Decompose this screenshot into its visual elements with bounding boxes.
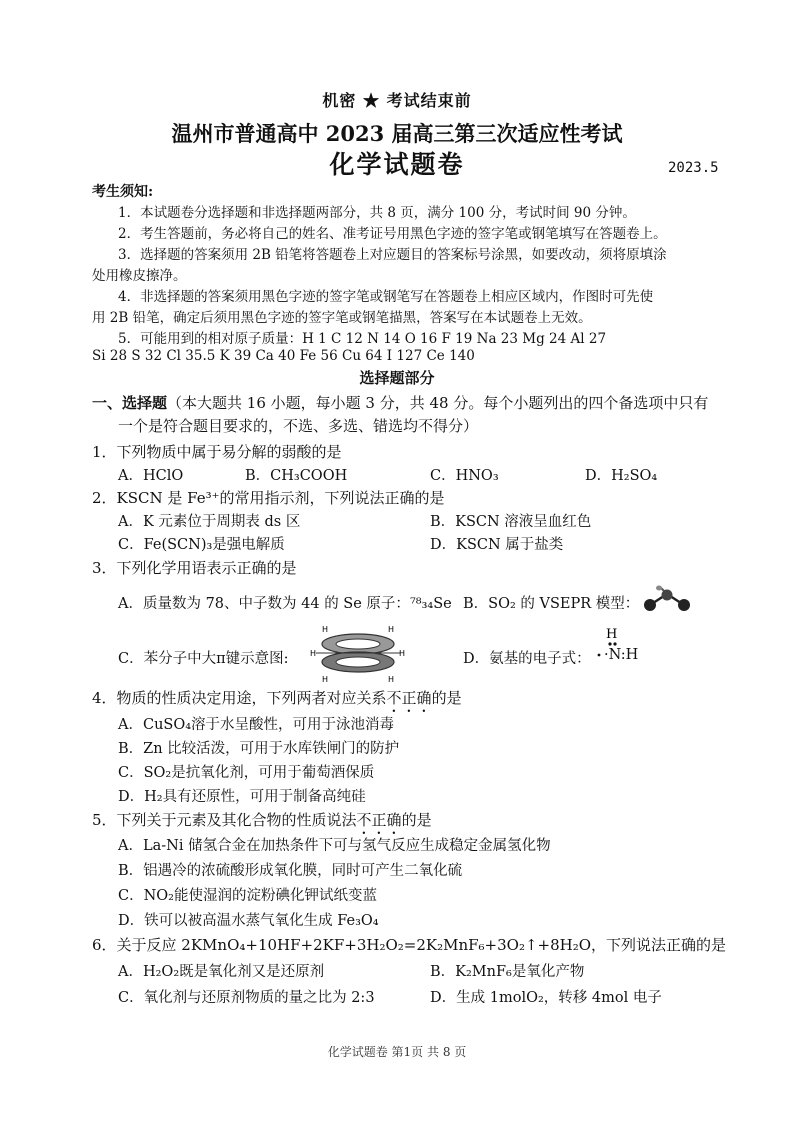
page-footer: 化学试题卷 第1页 共 8 页 (327, 1045, 467, 1059)
q5-option-c: C．NO₂能使湿润的淀粉碘化钾试纸变蓝 (118, 888, 377, 904)
q6-option-c: C．氧化剂与还原剂物质的量之比为 2:3 (118, 990, 375, 1006)
notice-item: Si 28 S 32 Cl 35.5 K 39 Ca 40 Fe 56 Cu 64 I 127 Ce 140 (92, 348, 475, 364)
q3-option-c: C．苯分子中大π键示意图: (118, 651, 289, 667)
exam-title: 温州市普通高中 2023 届高三第三次适应性考试 (171, 121, 623, 146)
question-4-stem (92, 687, 462, 716)
exam-subtitle: 化学试题卷 (329, 150, 465, 179)
notice-heading: 考生须知: (92, 184, 154, 200)
amino-formula-text: ·N:H (604, 647, 639, 663)
q5-option-a: A．La-Ni 储氢合金在加热条件下可与氢气反应生成稳定金属氢化物 (118, 838, 551, 854)
notice-item: 5．可能用到的相对原子质量：H 1 C 12 N 14 O 16 F 19 Na 23 Mg 24 Al 27 (118, 331, 607, 347)
q3-option-b: B．SO₂ 的 VSEPR 模型： (463, 596, 640, 612)
svg-text:H: H (322, 675, 329, 684)
notice-item: 4．非选择题的答案须用黑色字迹的签字笔或钢笔写在答题卷上相应区域内，作图时可先使 (118, 289, 654, 305)
part-desc-2: 一个是符合题目要求的，不选、多选、错选均不得分） (118, 417, 479, 435)
q4-option-b: B．Zn 比较活泼，可用于水库铁闸门的防护 (118, 741, 400, 757)
svg-text:H: H (606, 627, 618, 642)
q4-stem-emphasis: 不正确 (386, 689, 432, 707)
q2-option-a: A．K 元素位于周期表 ds 区 (118, 514, 301, 530)
svg-text:H: H (310, 649, 317, 658)
q4-stem-post: 的是 (431, 689, 462, 707)
question-3-stem: 3．下列化学用语表示正确的是 (92, 559, 297, 577)
q4-option-a: A．CuSO₄溶于水呈酸性，可用于泳池消毒 (118, 717, 395, 733)
q6-option-a: A．H₂O₂既是氧化剂又是还原剂 (118, 964, 325, 980)
q5-option-d: D．铁可以被高温水蒸气氧化生成 Fe₃O₄ (118, 913, 379, 929)
question-6-stem: 6．关于反应 2KMnO₄+10HF+2KF+3H₂O₂=2K₂MnF₆+3O₂↑+8H₂O，下列说法正确的是 (92, 936, 727, 954)
notice-item: 1．本试题卷分选择题和非选择题两部分，共 8 页，满分 100 分，考试时间 90 分钟。 (118, 205, 636, 221)
part-heading-label: 一、选择题 (92, 394, 168, 412)
q5-stem-pre: 5．下列关于元素及其化合物的性质说法 (92, 811, 357, 829)
notice-item: 3．选择题的答案须用 2B 铅笔将答题卷上对应题目的答案标号涂黑，如要改动，须将原填涂 (118, 247, 667, 263)
notice-item: 用 2B 铅笔，确定后须用黑色字迹的签字笔或钢笔描黑，答案写在本试题卷上无效。 (92, 310, 592, 326)
exam-date: 2023.5 (668, 160, 719, 176)
q3-option-d: D．氨基的电子式： (463, 651, 591, 667)
q1-option-d: D．H₂SO₄ (585, 468, 658, 484)
question-1-stem: 1．下列物质中属于易分解的弱酸的是 (92, 443, 342, 461)
q2-option-b: B．KSCN 溶液呈血红色 (430, 514, 592, 530)
q5-stem-post: 的是 (401, 811, 432, 829)
q6-option-b: B．K₂MnF₆是氧化产物 (430, 964, 585, 980)
q5-stem-emphasis: 不正确 (356, 811, 402, 829)
q5-option-b: B．铝遇冷的浓硫酸形成氧化膜，同时可产生二氧化硫 (118, 863, 463, 879)
benzene-pi-bond-diagram (310, 622, 406, 684)
svg-text:H: H (399, 649, 406, 658)
part-heading (92, 392, 708, 413)
q1-option-b: B．CH₃COOH (245, 468, 348, 484)
q1-option-a: A．HClO (118, 468, 184, 484)
confidential-label: 机密 ★ 考试结束前 (322, 91, 472, 110)
q4-option-c: C．SO₂是抗氧化剂，可用于葡萄酒保质 (118, 765, 375, 781)
se-isotope-symbol: ⁷⁸₃₄Se (409, 596, 452, 612)
notice-item: 处用橡皮擦净。 (92, 268, 187, 284)
svg-text:H: H (388, 625, 395, 634)
svg-text:H: H (322, 625, 329, 634)
question-2-stem: 2．KSCN 是 Fe³⁺的常用指示剂，下列说法正确的是 (92, 489, 445, 507)
q4-option-d: D．H₂具有还原性，可用于制备高纯硅 (118, 789, 366, 805)
part-desc: （本大题共 16 小题，每小题 3 分，共 48 分。每个小题列出的四个备选项中只有 (167, 394, 709, 412)
q2-option-c: C．Fe(SCN)₃是强电解质 (118, 537, 285, 553)
q3-option-a (118, 592, 452, 613)
q4-stem-pre: 4．物质的性质决定用途，下列两者对应关系 (92, 689, 387, 707)
notice-item: 2．考生答题前，务必将自己的姓名、准考证号用黑色字迹的签字笔或钢笔填写在答题卷上。 (118, 226, 667, 242)
q2-option-d: D．KSCN 属于盐类 (430, 537, 564, 553)
section-title: 选择题部分 (359, 369, 435, 387)
q1-option-c: C．HNO₃ (430, 468, 499, 484)
q3-option-a-text: A．质量数为 78、中子数为 44 的 Se 原子： (118, 596, 410, 612)
q6-option-d: D．生成 1molO₂，转移 4mol 电子 (430, 990, 662, 1006)
vsepr-model-icon (638, 585, 696, 613)
svg-text:H: H (388, 675, 395, 684)
